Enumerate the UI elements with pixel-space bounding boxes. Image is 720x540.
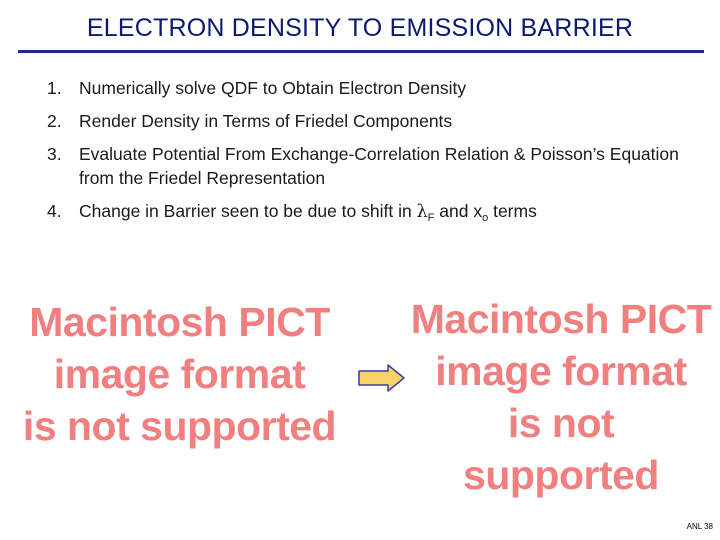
placeholder-line: image format <box>435 348 687 394</box>
x-subscript: o <box>482 212 489 224</box>
item-text <box>79 199 687 226</box>
slide-title: ELECTRON DENSITY TO EMISSION BARRIER <box>86 14 634 42</box>
item-number: 4. <box>47 201 62 221</box>
placeholder-line: is not supported <box>463 400 659 498</box>
item-text-part: and x <box>434 201 483 221</box>
item-text: Evaluate Potential From Exchange-Correlation Relation & Poisson’s Equation from the Friedel Representation <box>79 144 679 188</box>
step-list <box>47 76 687 235</box>
item-number: 3. <box>47 144 62 164</box>
pict-placeholder-left <box>2 296 357 452</box>
item-number: 2. <box>47 111 62 131</box>
right-arrow-icon <box>358 364 406 392</box>
lambda-symbol: λ <box>416 202 428 222</box>
item-text: Numerically solve QDF to Obtain Electron Density <box>79 78 467 98</box>
pict-placeholder-right <box>405 293 717 501</box>
lambda-subscript: F <box>427 212 435 224</box>
list-item <box>47 199 687 226</box>
placeholder-line: is not supported <box>22 403 337 449</box>
list-item <box>47 142 687 190</box>
list-item <box>47 109 687 133</box>
list-item <box>47 76 687 100</box>
item-number: 1. <box>47 78 62 98</box>
placeholder-line: Macintosh PICT <box>29 299 330 345</box>
item-text: Render Density in Terms of Friedel Components <box>79 111 453 131</box>
item-text-part: terms <box>488 201 537 221</box>
placeholder-line: image format <box>53 351 306 397</box>
slide-footer: ANL 38 <box>686 522 713 531</box>
item-text-part: Change in Barrier seen to be due to shift in <box>79 201 417 221</box>
title-underline <box>18 50 704 53</box>
placeholder-line: Macintosh PICT <box>410 296 712 342</box>
